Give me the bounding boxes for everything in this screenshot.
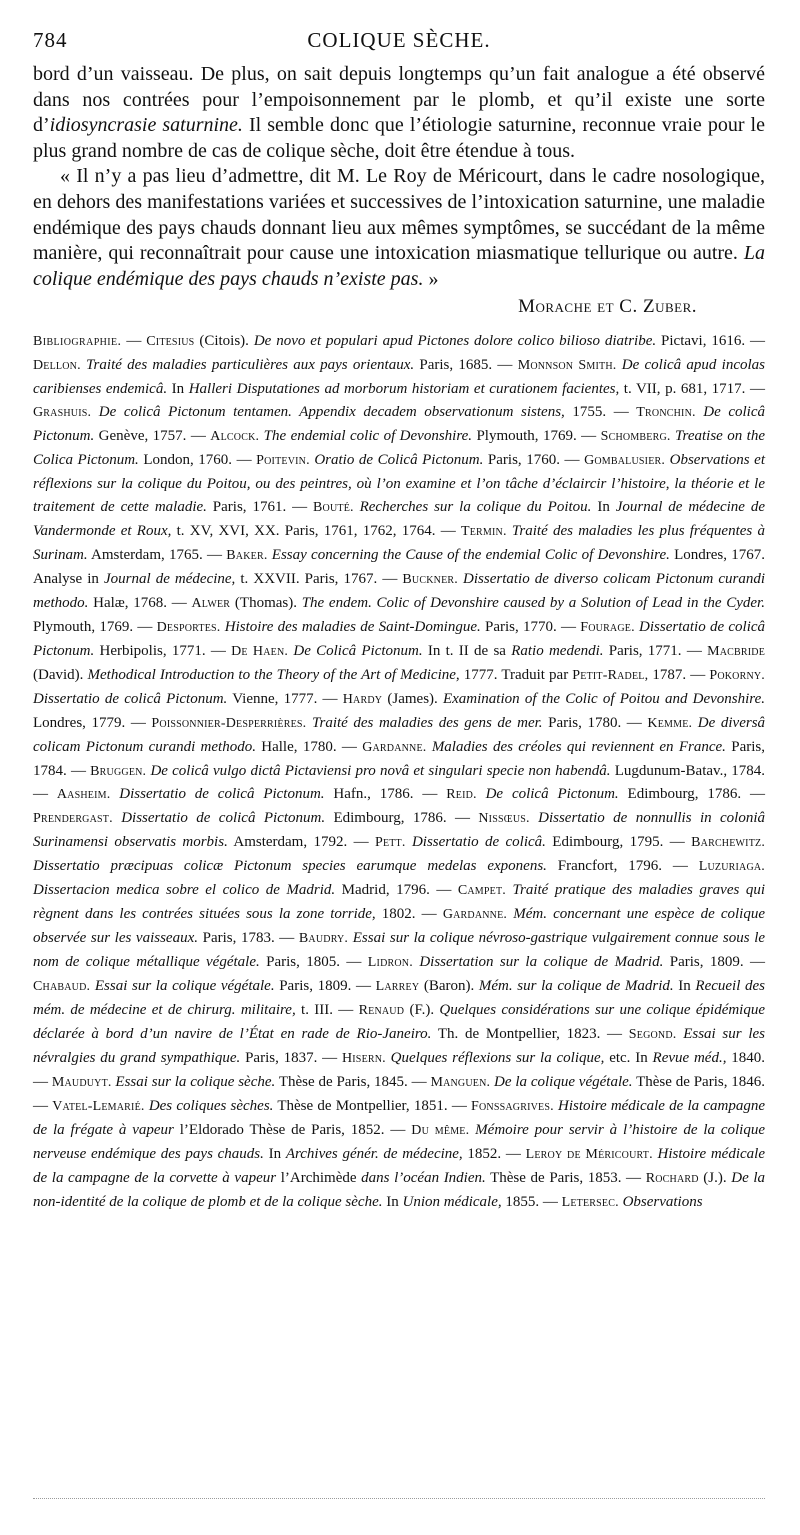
bibliography-title: Observations et réflexions sur la colique du Poitou, ou des peintres, où l’on examine et l’on tâche d’éclaircir l’histoire, la théorie et le traitement de cette maladie. bbox=[33, 452, 765, 516]
bibliography-title: Dissertatio præcipuas colicæ Pictonum species earumque medelas exponens. bbox=[33, 858, 547, 875]
bibliography-text: Amsterdam, 1765. — bbox=[87, 546, 227, 563]
bibliography-text: In t. II de sa bbox=[422, 642, 512, 659]
bibliography-title: Mém. sur la colique de Madrid. bbox=[478, 978, 674, 995]
bibliography-author: Bruggen. bbox=[90, 763, 147, 779]
bibliography-text: Hafn., 1786. — bbox=[324, 786, 447, 803]
bibliography-author: Poissonnier-Desperrières. bbox=[151, 715, 307, 731]
bibliography-title: Dissertatio de colicâ Pictonum. bbox=[121, 810, 326, 827]
bibliography-title: De diversâ colicam Pictonum curandi methodo. bbox=[33, 714, 766, 755]
paragraph-quotation-part-2: » bbox=[423, 267, 439, 290]
bibliography-author: Hardy bbox=[342, 691, 383, 707]
bibliography-text: Edimbourg, 1786. — bbox=[325, 810, 479, 827]
bibliography-title: Histoire médicale de la campagne de la frégate à vapeur bbox=[33, 1097, 766, 1138]
bibliography-text: Paris, 1760. — bbox=[483, 452, 585, 469]
bibliography-title: Recherches sur la colique du Poitou. bbox=[359, 499, 592, 516]
bibliography-title: Dissertatio de colicâ. bbox=[411, 834, 546, 851]
bibliography-title: Journal de médecine, bbox=[103, 570, 236, 587]
bibliography-text: Paris, 1809. — bbox=[663, 954, 766, 971]
bibliography-author: Fonssagrives. bbox=[471, 1098, 554, 1114]
bibliography-text: (Thomas). bbox=[230, 594, 302, 611]
bibliography-text: Halle, 1780. — bbox=[255, 738, 363, 755]
paragraph-quotation-emphasis: La colique endémique des pays chauds n’existe pas. bbox=[33, 242, 765, 290]
bibliography-text: (Baron). bbox=[419, 978, 479, 995]
bibliography-author: Chabaud. bbox=[33, 979, 91, 995]
bibliography-text: Lugdunum-Batav., 1784. — bbox=[33, 762, 766, 803]
bibliography-text: Plymouth, 1769. — bbox=[472, 428, 601, 445]
bibliography-author: Macbride bbox=[707, 643, 766, 659]
bibliography-text: Francfort, 1796. — bbox=[546, 858, 699, 875]
bibliography-text: Paris, 1771. — bbox=[603, 642, 708, 659]
bibliography-author: Pokorny. bbox=[709, 667, 766, 683]
bibliography-text: Thèse de Paris, 1853. — bbox=[485, 1169, 646, 1186]
bibliography-text: In bbox=[591, 499, 616, 516]
bibliography-author: Letersec. bbox=[561, 1194, 619, 1210]
bibliography-title: Union médicale, bbox=[402, 1193, 502, 1210]
bibliography-text bbox=[110, 786, 119, 802]
bibliography-text: London, 1760. — bbox=[138, 452, 257, 469]
bibliography-author: Leroy de Méricourt. bbox=[525, 1146, 653, 1162]
bibliography-author: Buckner. bbox=[402, 571, 458, 587]
bibliography-text: In bbox=[673, 978, 696, 995]
bibliography-author: Dellon. bbox=[33, 358, 81, 374]
bibliography-text: Thèse de Paris, 1846. — bbox=[33, 1073, 766, 1114]
bibliography-text: Paris, 1770. — bbox=[480, 618, 581, 635]
bibliography-author: Poitevin. bbox=[256, 453, 310, 469]
bibliography-author: Baker. bbox=[226, 547, 268, 563]
bibliography-title: Traité des maladies particulières aux pays orientaux. bbox=[86, 357, 415, 374]
paragraph-etiology-emphasis: idiosyncrasie saturnine. bbox=[49, 114, 243, 137]
bibliography-text: Thèse de Montpellier, 1851. — bbox=[273, 1097, 472, 1114]
bibliography-title: dans l’océan Indien. bbox=[361, 1169, 486, 1186]
bibliography-author: Prendergast. bbox=[33, 811, 113, 827]
bibliography-author: Mauduyt. bbox=[51, 1074, 112, 1090]
paragraph-quotation-part-1: « Il n’y a pas lieu d’admettre, dit M. Le Roy de Méricourt, dans le cadre nosologique, en dehors des manifestations variées et successives de l’intoxication saturnine, une maladie endémique des pays chauds donnant lieu aux mêmes symptômes, se succédant de la même manière, qui reconnaîtrait pour cause une intoxication miasmatique tellurique ou autre. bbox=[33, 165, 765, 265]
bibliography-title: De colicâ vulgo dictâ Pictaviensi pro novâ et singulari specie non habendâ. bbox=[150, 762, 611, 779]
bibliography-author: Luzuriaga. bbox=[698, 859, 765, 875]
bibliography-title: Dissertatio de colicâ Pictonum. bbox=[33, 690, 228, 707]
bibliography-text: Paris, 1685. — bbox=[414, 357, 518, 374]
running-head bbox=[33, 28, 765, 62]
bibliography-text: 1855. — bbox=[501, 1193, 562, 1210]
bibliography-title: De colicâ Pictonum. bbox=[33, 404, 765, 445]
bibliography-text: Plymouth, 1769. — bbox=[33, 618, 157, 635]
bibliography-title: Revue méd., bbox=[652, 1049, 727, 1066]
bibliography-author: Alcock. bbox=[210, 429, 260, 445]
bibliography-title: Dissertatio de colicâ Pictonum. bbox=[119, 786, 325, 803]
bibliography-text bbox=[113, 810, 121, 826]
bibliography-title: Essai sur la colique névroso-gastrique vulgairement connue sous le nom de colique métallique végétale. bbox=[33, 930, 766, 971]
bibliography-text: In bbox=[382, 1193, 403, 1210]
bibliography-text: l’Eldorado Thèse de Paris, 1852. — bbox=[173, 1121, 412, 1138]
bibliography-title: Observations bbox=[622, 1193, 703, 1210]
bottom-rule bbox=[33, 1498, 765, 1499]
bibliography-text: Thèse de Paris, 1845. — bbox=[275, 1073, 431, 1090]
bibliography-text: etc. In bbox=[604, 1049, 653, 1066]
bibliography-text: Paris, 1783. — bbox=[198, 930, 299, 947]
bibliography-title: Des coliques sèches. bbox=[148, 1097, 274, 1114]
bibliography-text: t. XV, XVI, XX. Paris, 1761, 1762, 1764. — bbox=[171, 522, 461, 539]
bibliography-title: De la colique végétale. bbox=[494, 1073, 633, 1090]
bibliography-title: Archives génér. de médecine, bbox=[285, 1145, 463, 1162]
bibliography-title: Treatise on the Colica Pictonum. bbox=[33, 428, 766, 469]
bibliography-author: Rochard bbox=[645, 1170, 699, 1186]
bibliography-title: Examination of the Colic of Poitou and Devonshire. bbox=[442, 690, 765, 707]
bibliography-author: Alwer bbox=[191, 595, 231, 611]
bibliography-author: Renaud bbox=[358, 1003, 405, 1019]
bibliography-author: Pett. bbox=[374, 835, 406, 851]
bibliography-text: — bbox=[121, 333, 147, 350]
bibliography-author: Tronchin. bbox=[636, 405, 696, 421]
bibliography-title: De novo et populari apud Pictones dolore colico bilioso diatribe. bbox=[253, 333, 657, 350]
bibliography-text: Paris, 1805. — bbox=[259, 954, 368, 971]
bibliography-title: Recueil des mém. de médecine et de chirurg. militaire, bbox=[33, 978, 766, 1019]
bibliography-text: Londres, 1779. — bbox=[33, 714, 152, 731]
bibliography-text: 1755. — bbox=[564, 404, 637, 421]
bibliography-text bbox=[477, 786, 486, 802]
bibliography-author: Segond. bbox=[628, 1026, 677, 1042]
bibliography-title: Traité des maladies des gens de mer. bbox=[311, 714, 543, 731]
bibliography-author: Vatel-Lemarié. bbox=[52, 1098, 145, 1114]
bibliography-text: Genève, 1757. — bbox=[94, 428, 211, 445]
bibliography-author: Hisern. bbox=[341, 1050, 386, 1066]
bibliography-author: Gardanne. bbox=[362, 739, 427, 755]
bibliography-title: Mémoire pour servir à l’histoire de la colique nerveuse endémique des pays chauds. bbox=[33, 1121, 766, 1162]
bibliography-author: Baudry. bbox=[298, 931, 349, 947]
bibliography-text: Edimbourg, 1795. — bbox=[545, 834, 692, 851]
bibliography-title: Quelques réflexions sur la colique, bbox=[390, 1049, 605, 1066]
bibliography-author: Lidron. bbox=[367, 955, 413, 971]
paragraph-etiology bbox=[33, 62, 765, 164]
bibliography-author: Larrey bbox=[375, 979, 420, 995]
bibliography-text: Th. de Montpellier, 1823. — bbox=[431, 1025, 629, 1042]
bibliography-title: Histoire des maladies de Saint-Domingue. bbox=[224, 618, 481, 635]
bibliography-title: Methodical Introduction to the Theory of the Art of Medicine, bbox=[87, 666, 460, 683]
paragraph-etiology-part-1: bord d’un vaisseau. De plus, on sait depuis longtemps qu’un fait analogue a été observé dans nos contrées pour l’empoisonnement par le plomb, et qu’il existe une sorte d’ bbox=[33, 63, 765, 137]
bibliography-title: Essai sur les névralgies du grand sympathique. bbox=[33, 1025, 765, 1066]
running-title: COLIQUE SÈCHE. bbox=[307, 28, 491, 52]
bibliography-text: In bbox=[167, 381, 189, 398]
bibliography-title: Mém. concernant une espèce de colique observée sur les vaisseaux. bbox=[33, 906, 766, 947]
bibliography-text bbox=[91, 404, 99, 420]
bibliography-text: (David). bbox=[33, 666, 88, 683]
bibliography-text: Paris, 1837. — bbox=[240, 1049, 342, 1066]
bibliography-author: Bouté. bbox=[313, 500, 354, 516]
bibliography-text: 1777. Traduit par bbox=[459, 666, 573, 683]
bibliography-text: 1840. — bbox=[33, 1049, 766, 1090]
bibliography-author: Campet. bbox=[457, 883, 506, 899]
bibliography-text: Pictavi, 1616. — bbox=[656, 333, 766, 350]
bibliography-text: Amsterdam, 1792. — bbox=[227, 834, 375, 851]
bibliography-label: Bibliographie. bbox=[33, 334, 122, 350]
bibliography-title: Traité des maladies les plus fréquentes à Surinam. bbox=[33, 522, 765, 563]
bibliography-title: The endemial colic of Devonshire. bbox=[263, 428, 473, 445]
bibliography-title: Dissertatio de nonnullis in coloniâ Surinamensi observatis morbis. bbox=[33, 810, 765, 851]
bibliography-title: Histoire médicale de la campagne de la corvette à vapeur bbox=[33, 1145, 765, 1186]
bibliography-author: Citesius bbox=[146, 334, 195, 350]
paragraph-quotation bbox=[33, 164, 765, 292]
bibliography-author: Kemme. bbox=[647, 715, 693, 731]
bibliography-title: Halleri Disputationes ad morborum historiam et curationem facientes, bbox=[188, 381, 620, 398]
bibliography-text: 1852. — bbox=[462, 1145, 526, 1162]
bibliography-author: Du même. bbox=[411, 1122, 470, 1138]
bibliography-text: Madrid, 1796. — bbox=[335, 882, 458, 899]
bibliography-title: Dissertatio de colicâ Pictonum. bbox=[33, 618, 766, 659]
bibliography-author: Reid. bbox=[446, 787, 477, 803]
article-authors: Morache et C. Zuber. bbox=[518, 296, 697, 318]
book-page bbox=[33, 28, 765, 1215]
bibliography-title: Essai sur la colique végétale. bbox=[94, 978, 275, 995]
bibliography-text: Londres, 1767. Analyse in bbox=[33, 546, 766, 587]
bibliography-text: t. III. — bbox=[295, 1002, 359, 1019]
bibliography-title: Quelques considérations sur une colique épidémique déclarée à bord d’un navire de l’État en rade de Rio-Janeiro. bbox=[33, 1002, 766, 1042]
bibliography-title: Traité pratique des maladies graves qui règnent dans les contrées situées sous la zone torride, bbox=[33, 882, 765, 923]
paragraph-etiology-part-2: Il semble donc que l’étiologie saturnine, reconnue vraie pour le plus grand nombre de cas de colique sèche, doit être étendue à tous. bbox=[33, 114, 765, 162]
bibliography-title: Dissertation sur la colique de Madrid. bbox=[419, 954, 664, 971]
bibliography-title: Essai sur la colique sèche. bbox=[115, 1073, 276, 1090]
bibliography-title: De colicâ Pictonum tentamen. Appendix decadem observationum sistens, bbox=[98, 404, 565, 421]
bibliography-title: Oratio de Colicâ Pictonum. bbox=[314, 452, 484, 469]
bibliography-text: Paris, 1780. — bbox=[542, 714, 648, 731]
bibliography-title: De la non-identité de la colique de plomb et de la colique sèche. bbox=[33, 1169, 766, 1210]
main-text bbox=[33, 62, 765, 292]
bibliography-text: 1787. — bbox=[648, 666, 710, 683]
bibliography-text: Halæ, 1768. — bbox=[88, 594, 192, 611]
bibliography-title: Essay concerning the Cause of the endemial Colic of Devonshire. bbox=[271, 546, 670, 563]
bibliography-title: Ratio medendi. bbox=[511, 642, 604, 659]
bibliography-text: Edimbourg, 1786. — bbox=[618, 786, 765, 803]
bibliography-title: Journal de médecine de Vandermonde et Roux, bbox=[33, 499, 766, 539]
bibliography-text bbox=[530, 810, 538, 826]
bibliography-author: Termin. bbox=[460, 523, 507, 539]
bibliography-title: De colicâ apud incolas caribienses endemicâ. bbox=[33, 357, 765, 398]
bibliography bbox=[33, 330, 765, 1214]
bibliography-text: (Citois). bbox=[194, 333, 254, 350]
bibliography-title: De colicâ Pictonum. bbox=[485, 786, 619, 803]
bibliography-text: In bbox=[263, 1145, 286, 1162]
bibliography-author: Desportes. bbox=[156, 619, 221, 635]
bibliography-author: Aasheim. bbox=[56, 787, 111, 803]
bibliography-title: Dissertacion medica sobre el colico de Madrid. bbox=[33, 882, 336, 899]
bibliography-author: Manguen. bbox=[430, 1074, 491, 1090]
bibliography-text: Paris, 1761. — bbox=[206, 499, 313, 516]
bibliography-author: Gombalusier. bbox=[584, 453, 666, 469]
bibliography-title: De Colicâ Pictonum. bbox=[293, 642, 423, 659]
bibliography-title: The endem. Colic of Devonshire caused by a Solution of Lead in the Cyder. bbox=[301, 594, 765, 611]
bibliography-title: Maladies des créoles qui reviennent en France. bbox=[431, 738, 726, 755]
bibliography-text: t. XXVII. Paris, 1767. — bbox=[235, 570, 403, 587]
bibliography-text: Herbipolis, 1771. — bbox=[94, 642, 232, 659]
page-number: 784 bbox=[33, 28, 68, 52]
bibliography-text: (F.). bbox=[404, 1002, 440, 1019]
bibliography-author: Barchewitz. bbox=[691, 835, 766, 851]
bibliography-text: (J.). bbox=[698, 1169, 732, 1186]
bibliography-text: Vienne, 1777. — bbox=[227, 690, 343, 707]
bibliography-author: Petit-Radel, bbox=[572, 667, 649, 683]
bibliography-author: Schomberg. bbox=[600, 429, 671, 445]
bibliography-author: Grashuis. bbox=[33, 405, 92, 421]
bibliography-author: Monnson Smith. bbox=[517, 358, 617, 374]
bibliography-text: Paris, 1784. — bbox=[33, 738, 765, 779]
bibliography-author: Nissœus. bbox=[478, 811, 530, 827]
bibliography-text: t. VII, p. 681, 1717. — bbox=[619, 381, 765, 398]
bibliography-text: 1802. — bbox=[375, 906, 443, 923]
bibliography-text: (James). bbox=[382, 690, 443, 707]
bibliography-title: Dissertatio de diverso colicam Pictonum curandi methodo. bbox=[33, 570, 766, 611]
bibliography-author: De Haen. bbox=[231, 643, 289, 659]
bibliography-author: Gardanne. bbox=[442, 907, 508, 923]
bibliography-author: Fourage. bbox=[580, 619, 635, 635]
bibliography-text: Paris, 1809. — bbox=[274, 978, 376, 995]
bibliography-text: l’Archimède bbox=[276, 1169, 362, 1186]
